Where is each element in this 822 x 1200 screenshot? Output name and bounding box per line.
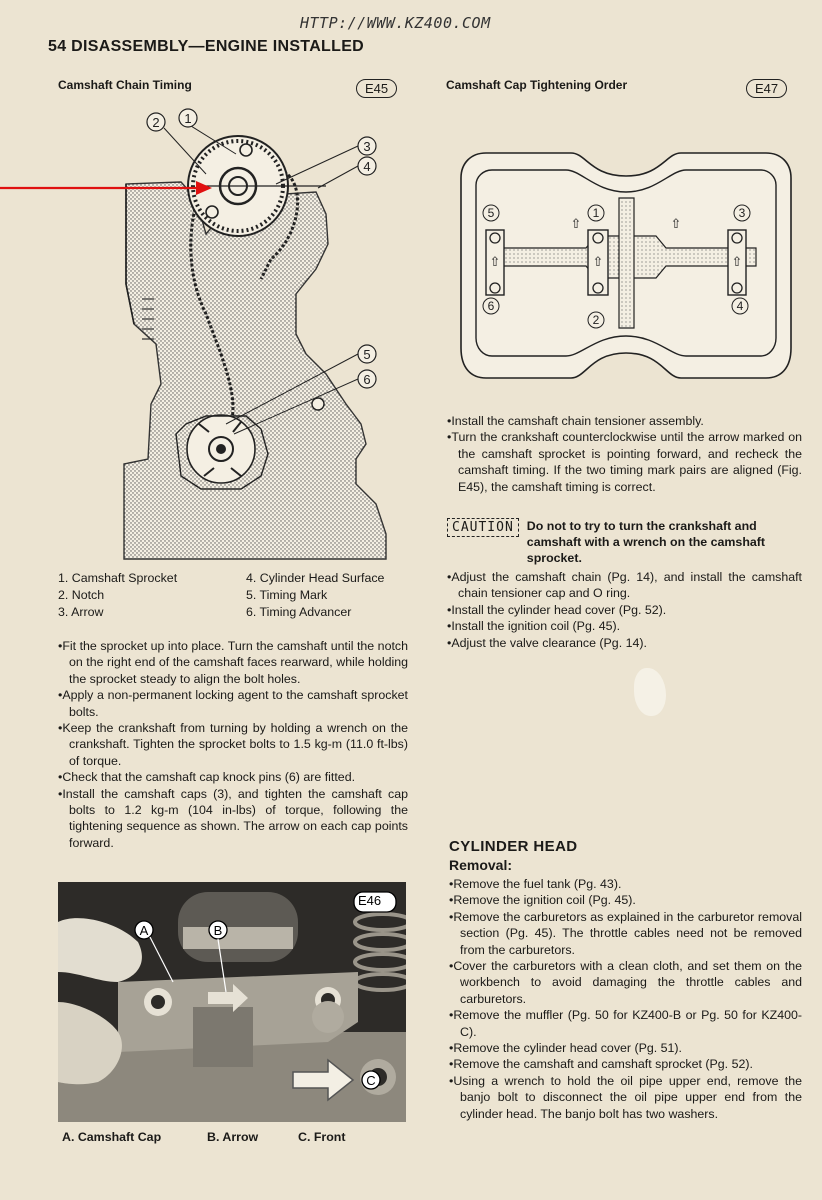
svg-text:⇧: ⇧ <box>731 255 743 270</box>
svg-text:⇧: ⇧ <box>489 255 501 270</box>
instruction-step: •Remove the carburetors as explained in the carburetor removal section (Pg. 45). The throttle cables need not be removed from the carburetors. <box>449 909 802 957</box>
instruction-step: •Remove the cylinder head cover (Pg. 51). <box>449 1041 682 1056</box>
svg-text:⇧: ⇧ <box>670 217 682 232</box>
figure-e45-legend-right <box>246 570 416 621</box>
svg-text:4: 4 <box>736 299 744 313</box>
figure-e46-photo <box>58 882 406 1122</box>
right-column-instructions-1 <box>447 413 802 495</box>
instruction-step: •Install the cylinder head cover (Pg. 52). <box>447 602 667 617</box>
instruction-step: •Install the ignition coil (Pg. 45). <box>447 619 621 634</box>
svg-text:3: 3 <box>363 139 371 154</box>
legend-item: 3. Arrow <box>58 605 104 619</box>
instruction-step: •Check that the camshaft cap knock pins (6) are fitted. <box>58 770 356 785</box>
caution-block <box>447 518 802 566</box>
caution-text: Do not to try to turn the crankshaft and camshaft with a wrench on the camshaft sprocket. <box>526 519 766 565</box>
engine-block-shape <box>124 182 386 559</box>
figure-e47-tag: E47 <box>746 79 787 98</box>
legend-item: 4. Cylinder Head Surface <box>246 571 385 585</box>
cap-tightening-order-diagram <box>456 148 796 383</box>
svg-text:C: C <box>366 1073 376 1088</box>
figure-e45-legend-left <box>58 570 233 621</box>
instruction-step: •Adjust the valve clearance (Pg. 14). <box>447 635 647 650</box>
section-subtitle-removal: Removal: <box>449 857 513 873</box>
instruction-step: •Remove the fuel tank (Pg. 43). <box>449 877 622 891</box>
camshaft-chain-timing-diagram <box>56 104 412 568</box>
instruction-step: •Cover the carburetors with a clean cloth, and set them on the workbench to avoid damaging the throttle cables and carburetors. <box>449 959 802 1006</box>
svg-text:3: 3 <box>738 206 746 220</box>
cylinder-head-removal-steps <box>449 876 802 1122</box>
figure-e47-title: Camshaft Cap Tightening Order <box>446 78 628 92</box>
figure-e45-title: Camshaft Chain Timing <box>58 78 192 92</box>
red-annotation-arrow-icon <box>0 178 215 198</box>
legend-item: 1. Camshaft Sprocket <box>58 571 178 585</box>
svg-text:6: 6 <box>487 299 495 313</box>
svg-text:4: 4 <box>363 159 371 174</box>
section-title-cylinder-head: CYLINDER HEAD <box>449 838 578 855</box>
legend-item: 5. Timing Mark <box>246 588 328 602</box>
instruction-step: •Remove the ignition coil (Pg. 45). <box>449 893 636 908</box>
instruction-step: •Install the camshaft chain tensioner assembly. <box>447 414 704 428</box>
svg-text:⇧: ⇧ <box>570 217 582 232</box>
svg-text:2: 2 <box>592 313 600 327</box>
figure-e46-tag: E46 <box>358 893 382 908</box>
instruction-step: •Remove the muffler (Pg. 50 for KZ400-B or Pg. 50 for KZ400-C). <box>449 1008 802 1039</box>
caption-arrow: B. Arrow <box>207 1130 259 1144</box>
instruction-step: •Keep the crankshaft from turning by holding a wrench on the crankshaft. Tighten the sprocket bolts to 1.5 kg-m (11.0 ft-lbs) of torque. <box>58 721 408 768</box>
instruction-step: •Remove the camshaft and camshaft sprocket (Pg. 52). <box>449 1057 753 1072</box>
svg-text:B: B <box>213 923 223 938</box>
svg-text:2: 2 <box>152 115 160 130</box>
legend-item: 6. Timing Advancer <box>246 605 352 619</box>
instruction-step: •Apply a non-permanent locking agent to the camshaft sprocket bolts. <box>58 688 408 719</box>
legend-item: 2. Notch <box>58 588 105 602</box>
left-column-instructions <box>58 638 408 851</box>
caption-front: C. Front <box>298 1130 346 1144</box>
svg-text:⇧: ⇧ <box>592 255 604 270</box>
figure-e45-tag: E45 <box>356 79 397 98</box>
svg-text:1: 1 <box>592 206 600 220</box>
instruction-step: •Using a wrench to hold the oil pipe upper end, remove the banjo bolt to disconnect the oil pipe upper end from the cylinder head. The banjo bolt has two washers. <box>449 1073 802 1121</box>
right-column-instructions-2 <box>447 569 802 651</box>
caution-label: CAUTION <box>447 518 519 537</box>
paper-stain <box>634 668 666 716</box>
instruction-step: •Install the camshaft caps (3), and tighten the camshaft cap bolts to 1.2 kg-m (104 in-lbs) of torque, following the tightening sequence as shown. The arrow on each cap points forward. <box>58 786 408 850</box>
svg-text:5: 5 <box>487 206 495 220</box>
svg-text:6: 6 <box>363 372 371 387</box>
instruction-step: •Turn the crankshaft counterclockwise until the arrow marked on the camshaft sprocket is pointing forward, and recheck the camshaft timing. If the two timing mark pairs are aligned (Fig. E45), the camshaft timing is correct. <box>447 430 802 494</box>
svg-text:1: 1 <box>184 111 192 126</box>
instruction-step: •Adjust the camshaft chain (Pg. 14), and install the camshaft chain tensioner cap and O ring. <box>447 570 802 601</box>
svg-text:5: 5 <box>363 347 371 362</box>
instruction-step: •Fit the sprocket up into place. Turn the camshaft until the notch on the right end of the camshaft faces rearward, while holding the sprocket steady to align the bolt holes. <box>58 639 408 686</box>
svg-text:A: A <box>139 923 149 938</box>
camshaft-cap-photo-illustration <box>58 882 406 1122</box>
page-header: 54 DISASSEMBLY—ENGINE INSTALLED <box>48 38 365 55</box>
caption-camshaft-cap: A. Camshaft Cap <box>62 1130 162 1144</box>
site-url-header: HTTP://WWW.KZ400.COM <box>300 14 491 32</box>
